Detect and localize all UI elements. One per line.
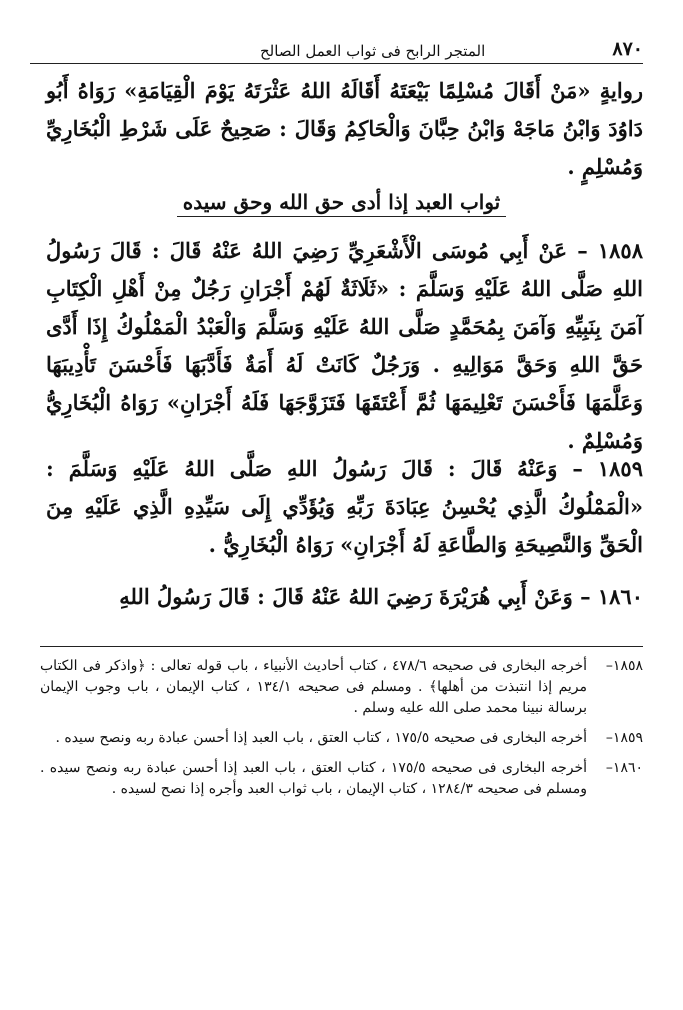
footnote-number: ١٨٦٠– [605,760,643,776]
footnote-1858 [40,656,643,719]
hadith-text: وَعَنْهُ قَالَ : قَالَ رَسُولُ اللهِ صَلَّى اللهُ عَلَيْهِ وَسَلَّمَ : «الْمَمْلُوكُ الَّذِي يُحْسِنُ عِبَادَةَ رَبِّهِ وَيُؤَدِّي إِلَى سَيِّدِهِ الَّذِي عَلَيْهِ مِنَ الْحَقِّ وَالنَّصِيحَةِ وَالطَّاعَةِ لَهُ أَجْرَانِ» رَوَاهُ الْبُخَارِيُّ . [46,456,643,557]
page-number: ٨٧٠ [612,38,643,60]
hadith-number: ١٨٥٩ – [572,456,643,481]
section-heading-text: ثواب العبد إذا أدى حق الله وحق سيده [177,190,507,217]
running-header [30,30,643,64]
hadith-number: ١٨٦٠ – [580,584,643,609]
footnote-1860 [40,758,643,800]
footnote-text: أخرجه البخارى فى صحيحه ١٧٥/٥ ، كتاب العتق ، باب العبد إذا أحسن عبادة ربه ونصح سيده . [55,730,587,746]
hadith-1858 [46,232,643,460]
intro-paragraph: روايةٍ «مَنْ أَقَالَ مُسْلِمًا بَيْعَتَهُ أَقَالَهُ اللهُ عَثْرَتَهُ يَوْمَ الْقِيَامَةِ» رَوَاهُ أَبُو دَاوُدَ وَابْنُ مَاجَهْ وَابْنُ حِبَّانَ وَالْحَاكِمُ وَقَالَ : صَحِيحٌ عَلَى شَرْطِ الْبُخَارِيِّ وَمُسْلِمٍ . [46,78,643,179]
hadith-text: عَنْ أَبِي مُوسَى الْأَشْعَرِيِّ رَضِيَ اللهُ عَنْهُ قَالَ : قَالَ رَسُولُ اللهِ صَلَّى اللهُ عَلَيْهِ وَسَلَّمَ : «ثَلَاثَةٌ لَهُمْ أَجْرَانِ رَجُلٌ مِنْ أَهْلِ الْكِتَابِ آمَنَ بِنَبِيِّهِ وَآمَنَ بِمُحَمَّدٍ صَلَّى اللهُ عَلَيْهِ وَسَلَّمَ وَالْعَبْدُ الْمَمْلُوكُ إِذَا أَدَّى حَقَّ اللهِ وَحَقَّ مَوَالِيهِ . وَرَجُلٌ كَانَتْ لَهُ أَمَةٌ فَأَدَّبَهَا فَأَحْسَنَ تَأْدِيبَهَا وَعَلَّمَهَا فَأَحْسَنَ تَعْلِيمَهَا ثُمَّ أَعْتَقَهَا فَتَزَوَّجَهَا فَلَهُ أَجْرَانِ» رَوَاهُ الْبُخَارِيُّ وَمُسْلِمٌ . [46,238,643,453]
hadith-text: وَعَنْ أَبِي هُرَيْرَةَ رَضِيَ اللهُ عَنْهُ قَالَ : قَالَ رَسُولُ اللهِ [119,584,573,609]
hadith-1860 [46,578,643,616]
hadith-number: ١٨٥٨ – [577,238,643,263]
footnote-text: أخرجه البخارى فى صحيحه ١٧٥/٥ ، كتاب العتق ، باب العبد إذا أحسن عبادة ربه ونصح سيده . ومسلم فى صحيحه ١٢٨٤/٣ ، كتاب الإيمان ، باب ثواب العبد وأجره إذا نصح لسيده . [40,760,588,797]
hadith-1859 [46,450,643,564]
footnote-number: ١٨٥٩– [605,730,643,746]
footnote-text: أخرجه البخارى فى صحيحه ٤٧٨/٦ ، كتاب أحاديث الأنبياء ، باب قوله تعالى : ﴿واذكر فى الكتاب مريم إذا انتبذت من أهلها﴾ . ومسلم فى صحيحه ١٣٤/١ ، كتاب الإيمان ، باب وجوب الإيمان برسالة نبينا محمد صلى الله عليه وسلم . [40,658,588,716]
running-header-title: المتجر الرابح فى ثواب العمل الصالح [260,42,486,60]
footnotes [40,656,643,809]
footnote-1859 [40,728,643,749]
footnote-divider [40,646,643,647]
section-heading [0,190,683,217]
footnote-number: ١٨٥٨– [605,658,643,674]
